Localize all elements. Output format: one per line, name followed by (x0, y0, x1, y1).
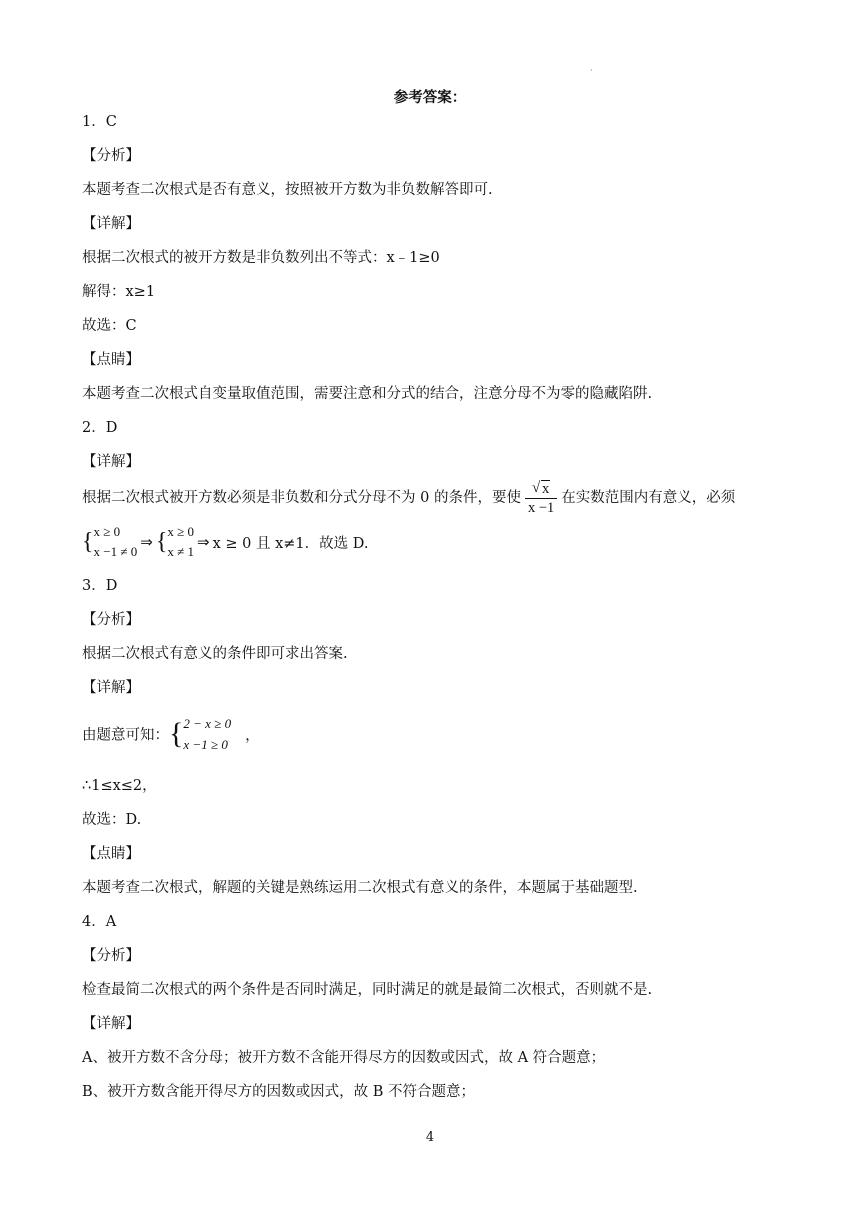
q2-number: 2．D (82, 420, 118, 436)
q2-detail-heading: 【详解】 (82, 454, 140, 470)
sqrt-symbol: √ x (531, 479, 550, 497)
q3-detail-heading: 【详解】 (82, 680, 140, 696)
q4-option-b: B、被开方数含能开得尽方的因数或因式，故 B 不符合题意； (82, 1084, 476, 1100)
q1-analysis: 本题考查二次根式是否有意义，按照被开方数为非负数解答即可. (82, 182, 493, 198)
q3-detail-line3: 故选：D. (82, 812, 142, 828)
page-number: 4 (425, 1130, 435, 1145)
q3-system (82, 712, 260, 756)
q4-analysis: 检查最简二次根式的两个条件是否同时满足，同时满足的就是最简二次根式，否则就不是. (82, 982, 653, 998)
q1-number: 1．C (82, 114, 117, 130)
left-brace-icon: { (155, 529, 168, 555)
q4-option-a: A、被开方数不含分母；被开方数不含能开得尽方的因数或因式，故 A 符合题意； (82, 1050, 606, 1066)
q2-system2: x ≥ 0 x ≠ 1 (167, 524, 194, 559)
q1-detail-heading: 【详解】 (82, 216, 140, 232)
q2-system (82, 522, 368, 562)
q2-fraction (525, 480, 557, 517)
header-dot: · (590, 66, 593, 75)
q3-detail-pre: 由题意可知： (82, 727, 169, 744)
q3-number: 3．D (82, 578, 118, 594)
q3-analysis-heading: 【分析】 (82, 612, 140, 628)
q3-detail-post: ， (245, 727, 260, 744)
q4-number: 4．A (82, 914, 117, 930)
q3-comment: 本题考查二次根式，解题的关键是熟练运用二次根式有意义的条件，本题属于基础题型. (82, 880, 638, 896)
left-brace-icon: { (82, 529, 94, 555)
q2-fraction-denominator: x −1 (527, 499, 555, 516)
q1-comment-heading: 【点睛】 (82, 352, 140, 368)
q3-comment-heading: 【点睛】 (82, 846, 140, 862)
q2-conclusion: x ≥ 0 且 x≠1．故选 D. (212, 535, 369, 552)
q2-detail-pre: 根据二次根式被开方数必须是非负数和分式分母不为 0 的条件，要使 (82, 490, 521, 506)
implies-arrow-icon: ⇒ (140, 534, 153, 551)
q4-detail-heading: 【详解】 (82, 1016, 140, 1032)
q2-detail-line1 (82, 478, 735, 518)
left-brace-icon: { (169, 717, 184, 750)
implies-arrow-icon: ⇒ (197, 534, 210, 551)
q1-detail-line2: 解得：x≥1 (82, 284, 156, 300)
q3-detail-line2: ∴1≤x≤2， (82, 778, 157, 794)
q3-analysis: 根据二次根式有意义的条件即可求出答案. (82, 646, 348, 662)
q2-fraction-numerator (525, 480, 557, 499)
q1-detail-line3: 故选：C (82, 318, 137, 334)
q2-detail-post: 在实数范围内有意义，必须 (561, 490, 736, 506)
q3-inequalities: 2 − x ≥ 0 x −1 ≥ 0 (183, 716, 232, 752)
q1-analysis-heading: 【分析】 (82, 148, 140, 164)
q1-comment: 本题考查二次根式自变量取值范围，需要注意和分式的结合，注意分母不为零的隐藏陷阱. (82, 386, 653, 402)
q4-analysis-heading: 【分析】 (82, 948, 140, 964)
q2-system1: x ≥ 0 x −1 ≠ 0 (93, 524, 138, 559)
q1-detail-line1: 根据二次根式的被开方数是非负数列出不等式：x﹣1≥0 (82, 250, 440, 266)
page-title: 参考答案： (393, 89, 467, 106)
